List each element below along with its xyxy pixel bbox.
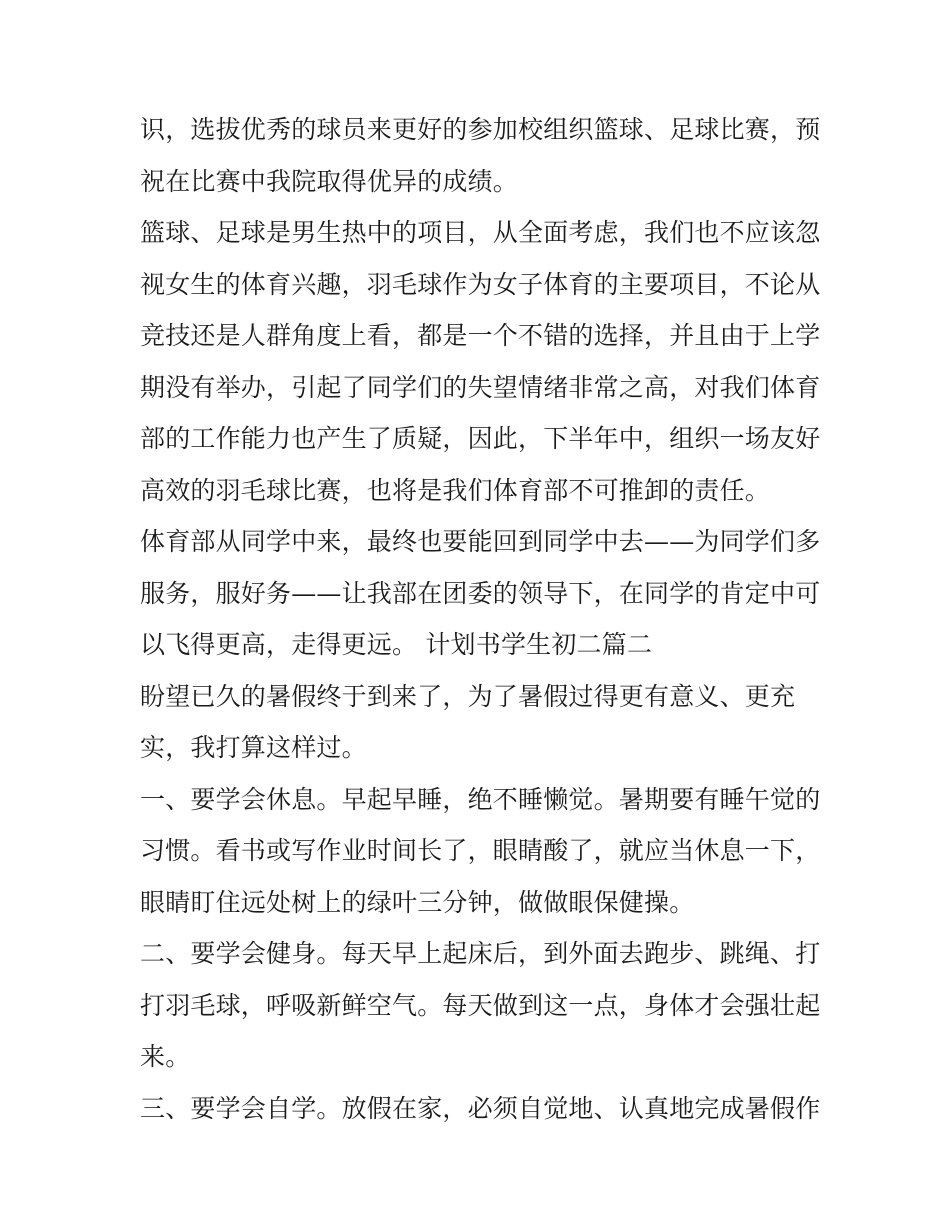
text-line: 实，我打算这样过。 (140, 733, 367, 762)
text-line: 打羽毛球，呼吸新鲜空气。每天做到这一点，身体才会强壮起 (140, 990, 821, 1020)
document-body (140, 104, 820, 1134)
text-line: 服务，服好务——让我部在团委的领导下，在同学的肯定中可 (140, 578, 821, 608)
text-line: 竞技还是人群角度上看，都是一个不错的选择，并且由于上学 (140, 321, 821, 350)
text-line: 高效的羽毛球比赛，也将是我们体育部不可推卸的责任。 (140, 475, 771, 505)
text-line: 视女生的体育兴趣，羽毛球作为女子体育的主要项目，不论从 (140, 269, 821, 299)
text-line: 部的工作能力也产生了质疑，因此，下半年中，组织一场友好 (140, 424, 821, 453)
text-line: 以飞得更高，走得更远。 计划书学生初二篇二 (140, 630, 653, 659)
text-line: 祝在比赛中我院取得优异的成绩。 (140, 166, 519, 196)
text-line: 习惯。看书或写作业时间长了，眼睛酸了，就应当休息一下， (140, 836, 821, 865)
text-line: 篮球、足球是男生热中的项目，从全面考虑，我们也不应该忽 (140, 218, 821, 247)
text-line: 二、要学会健身。每天早上起床后，到外面去跑步、跳绳、打 (140, 939, 821, 968)
text-line: 三、要学会自学。放假在家，必须自觉地、认真地完成暑假作 (140, 1093, 821, 1123)
text-line: 眼睛盯住远处树上的绿叶三分钟，做做眼保健操。 (140, 887, 695, 917)
text-line: 体育部从同学中来，最终也要能回到同学中去——为同学们多 (140, 527, 821, 556)
text-line: 盼望已久的暑假终于到来了，为了暑假过得更有意义、更充 (140, 681, 796, 711)
text-line: 识，选拔优秀的球员来更好的参加校组织篮球、足球比赛，预 (140, 115, 821, 144)
text-line: 来。 (140, 1042, 191, 1071)
text-line: 期没有举办，引起了同学们的失望情绪非常之高，对我们体育 (140, 372, 821, 402)
text-line: 一、要学会休息。早起早睡，绝不睡懒觉。暑期要有睡午觉的 (140, 784, 821, 814)
